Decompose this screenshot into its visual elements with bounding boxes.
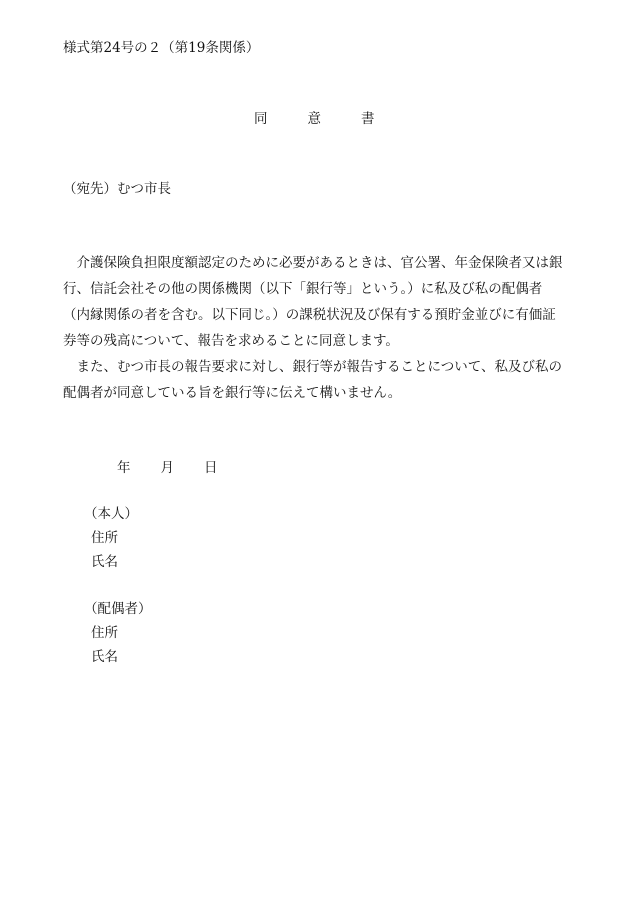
body-line-5: また、むつ市長の報告要求に対し、銀行等が報告することについて、私及び私の bbox=[63, 359, 562, 375]
body-line-6: 配偶者が同意している旨を銀行等に伝えて構いません。 bbox=[63, 385, 402, 401]
addressee: （宛先）むつ市長 bbox=[63, 181, 171, 197]
date-year: 年 bbox=[117, 460, 131, 476]
body-line-3: （内縁関係の者を含む。以下同じ。）の課税状況及び保有する預貯金並びに有価証 bbox=[63, 307, 556, 323]
self-address-label: 住所 bbox=[91, 530, 118, 546]
self-name-label: 氏名 bbox=[91, 554, 118, 570]
spouse-name-label: 氏名 bbox=[91, 649, 118, 665]
form-number: 様式第24号の２（第19条関係） bbox=[63, 40, 260, 56]
title-char-2: 意 bbox=[307, 111, 321, 127]
title-char-1: 同 bbox=[254, 111, 268, 127]
spouse-section-label: （配偶者） bbox=[84, 601, 152, 617]
date-line bbox=[117, 456, 218, 476]
date-day: 日 bbox=[204, 460, 218, 476]
spouse-address-label: 住所 bbox=[91, 625, 118, 641]
document-title bbox=[254, 107, 375, 127]
title-char-3: 書 bbox=[361, 111, 375, 127]
body-line-4: 券等の残高について、報告を求めることに同意します。 bbox=[63, 333, 399, 349]
body-line-2: 行、信託会社その他の関係機関（以下「銀行等」という。）に私及び私の配偶者 bbox=[63, 281, 543, 297]
self-section-label: （本人） bbox=[84, 506, 138, 522]
date-month: 月 bbox=[160, 460, 174, 476]
body-line-1: 介護保険負担限度額認定のために必要があるときは、官公署、年金保険者又は銀 bbox=[63, 255, 563, 271]
